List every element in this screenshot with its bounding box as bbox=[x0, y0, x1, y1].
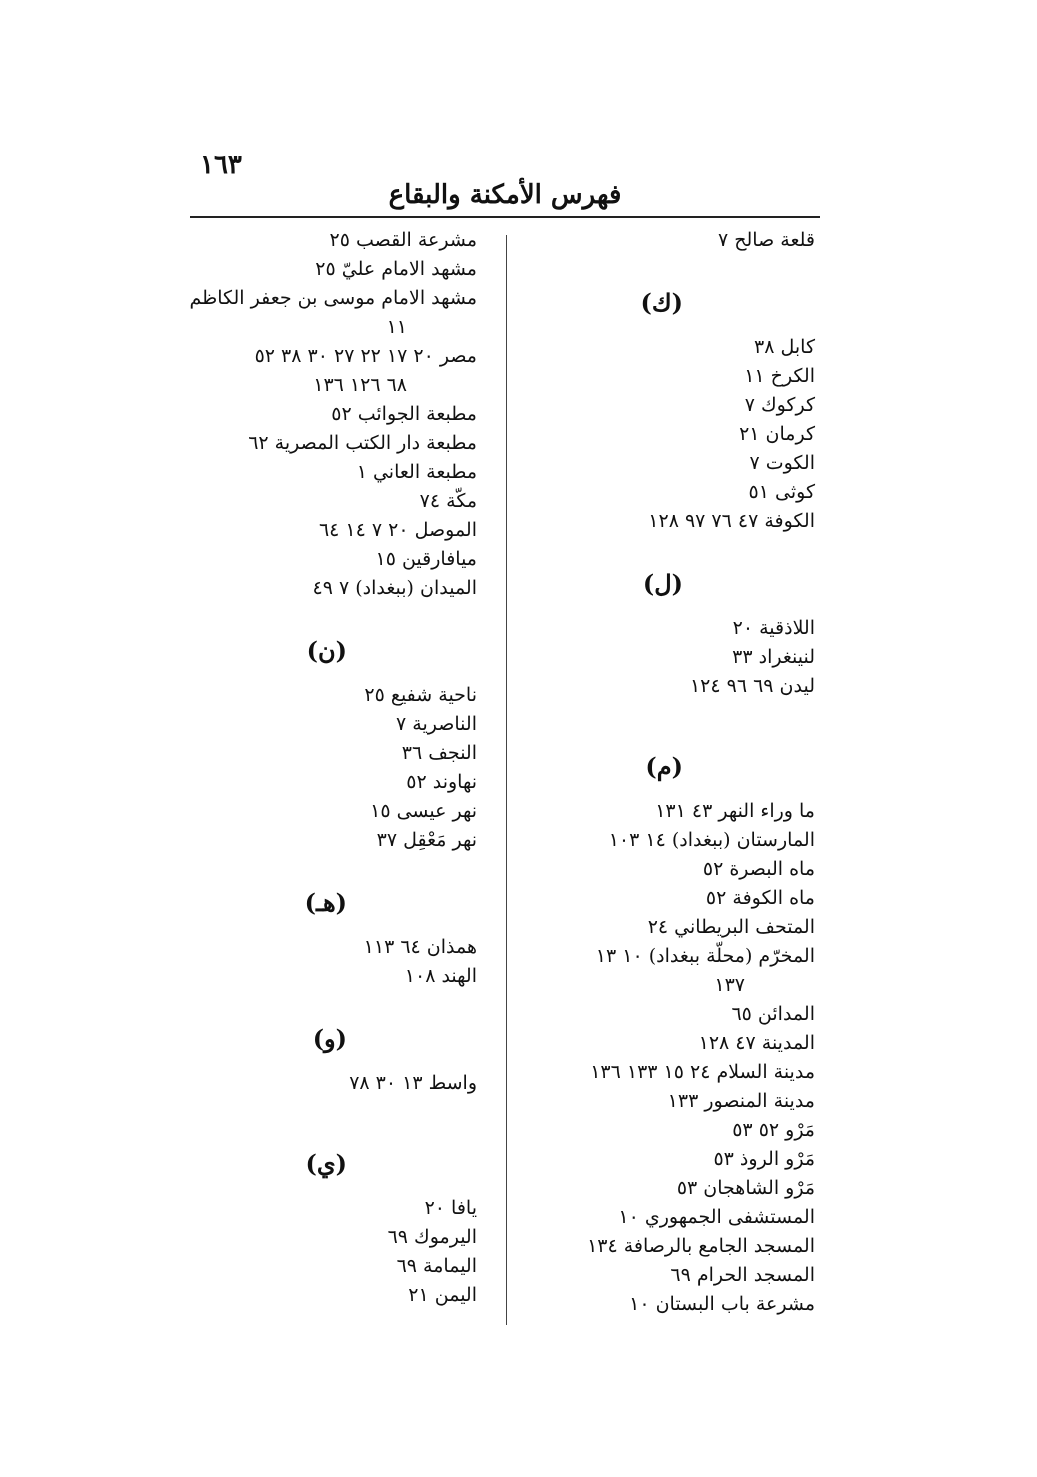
index-entry: نهاوند ٥٢ bbox=[406, 771, 477, 793]
index-entry: مَرْو الروذ ٥٣ bbox=[713, 1148, 815, 1170]
index-entry-continuation: ١١ bbox=[386, 316, 407, 338]
index-entry: مكّة ٧٤ bbox=[419, 490, 477, 512]
page-title: فهرس الأمكنة والبقاع bbox=[388, 180, 622, 210]
index-entry: الناصرية ٧ bbox=[396, 713, 477, 735]
page-number: ١٦٣ bbox=[200, 150, 242, 180]
index-entry: يافا ٢٠ bbox=[424, 1197, 477, 1219]
index-entry: الكرخ ١١ bbox=[744, 365, 815, 387]
index-entry: اليمن ٢١ bbox=[408, 1284, 477, 1306]
index-entry: اليرموك ٦٩ bbox=[387, 1226, 477, 1248]
letter-heading-lam: (ل) bbox=[642, 569, 683, 598]
index-entry: المستشفى الجمهوري ١٠ bbox=[618, 1206, 815, 1228]
index-entry: كابل ٣٨ bbox=[754, 336, 815, 358]
letter-heading-mim: (م) bbox=[645, 752, 683, 781]
index-entry: ماه البصرة ٥٢ bbox=[702, 858, 815, 880]
index-entry: المتحف البريطاني ٢٤ bbox=[647, 916, 815, 938]
index-entry: المخرّم (محلّة ببغداد) ١٠ ١٣ bbox=[595, 945, 815, 967]
index-column-right bbox=[515, 226, 815, 1319]
index-entry: ناحية شفيع ٢٥ bbox=[364, 684, 477, 706]
index-entry-continuation: ١٣٧ bbox=[714, 974, 745, 996]
letter-heading-ha: (هـ) bbox=[304, 888, 347, 917]
index-entry: مَرْو الشاهجان ٥٣ bbox=[676, 1177, 815, 1199]
index-entry: الكوفة ٤٧ ٧٦ ٩٧ ١٢٨ bbox=[648, 510, 815, 532]
index-entry: ميافارقين ١٥ bbox=[375, 548, 477, 570]
index-entry: همذان ٦٤ ١١٣ bbox=[363, 936, 477, 958]
index-entry: ما وراء النهر ٤٣ ١٣١ bbox=[655, 800, 815, 822]
index-entry: مصر ٢٠ ١٧ ٢٢ ٢٧ ٣٠ ٣٨ ٥٢ bbox=[254, 345, 477, 367]
index-column-left bbox=[187, 226, 477, 1310]
index-entry: مشهد الامام عليّ ٢٥ bbox=[315, 258, 477, 280]
index-entry: الميدان (ببغداد) ٧ ٤٩ bbox=[312, 577, 477, 599]
index-entry: ماه الكوفة ٥٢ bbox=[705, 887, 815, 909]
index-entry: نهر عيسى ١٥ bbox=[370, 800, 477, 822]
index-entry: مشهد الامام موسى بن جعفر الكاظم bbox=[189, 287, 477, 309]
index-entry: مَرْو ٥٢ ٥٣ bbox=[732, 1119, 815, 1141]
index-entry: مشرعة باب البستان ١٠ bbox=[629, 1293, 815, 1315]
index-entry: كوثى ٥١ bbox=[748, 481, 815, 503]
letter-heading-nun: (ن) bbox=[306, 636, 347, 665]
letter-heading-kaf: (ك) bbox=[640, 288, 683, 317]
index-entry: مطبعة دار الكتب المصرية ٦٢ bbox=[248, 432, 477, 454]
index-entry: مطبعة الجوائب ٥٢ bbox=[331, 403, 477, 425]
index-entry: المارستان (ببغداد) ١٤ ١٠٣ bbox=[608, 829, 815, 851]
index-entry: كرمان ٢١ bbox=[739, 423, 815, 445]
index-entry: المدائن ٦٥ bbox=[731, 1003, 815, 1025]
index-entry: المسجد الحرام ٦٩ bbox=[670, 1264, 815, 1286]
index-entry: واسط ١٣ ٣٠ ٧٨ bbox=[349, 1072, 477, 1094]
title-rule bbox=[190, 216, 820, 218]
letter-heading-ya: (ي) bbox=[305, 1149, 347, 1178]
index-entry: النجف ٣٦ bbox=[401, 742, 477, 764]
index-entry: المسجد الجامع بالرصافة ١٣٤ bbox=[587, 1235, 815, 1257]
index-entry: الكوت ٧ bbox=[749, 452, 815, 474]
index-entry: مشرعة القصب ٢٥ bbox=[329, 229, 477, 251]
column-divider bbox=[506, 235, 507, 1325]
index-entry: نهر مَعْقِل ٣٧ bbox=[376, 829, 477, 851]
index-entry: الهند ١٠٨ bbox=[404, 965, 477, 987]
index-entry: لنينغراد ٣٣ bbox=[732, 646, 815, 668]
index-entry-continuation: ٦٨ ١٢٦ ١٣٦ bbox=[313, 374, 407, 396]
index-entry: الموصل ٢٠ ٧ ١٤ ٦٤ bbox=[318, 519, 477, 541]
index-entry: قلعة صالح ٧ bbox=[718, 229, 815, 251]
index-entry: مدينة المنصور ١٣٣ bbox=[667, 1090, 815, 1112]
index-entry: اللاذقية ٢٠ bbox=[732, 617, 815, 639]
letter-heading-waw: (و) bbox=[312, 1024, 347, 1053]
index-entry: مطبعة العاني ١ bbox=[356, 461, 477, 483]
index-entry: ليدن ٦٩ ٩٦ ١٢٤ bbox=[689, 675, 815, 697]
index-entry: كركوك ٧ bbox=[744, 394, 815, 416]
index-entry: اليمامة ٦٩ bbox=[396, 1255, 477, 1277]
index-entry: مدينة السلام ٢٤ ١٥ ١٣٣ ١٣٦ bbox=[590, 1061, 815, 1083]
index-entry: المدينة ٤٧ ١٢٨ bbox=[698, 1032, 815, 1054]
